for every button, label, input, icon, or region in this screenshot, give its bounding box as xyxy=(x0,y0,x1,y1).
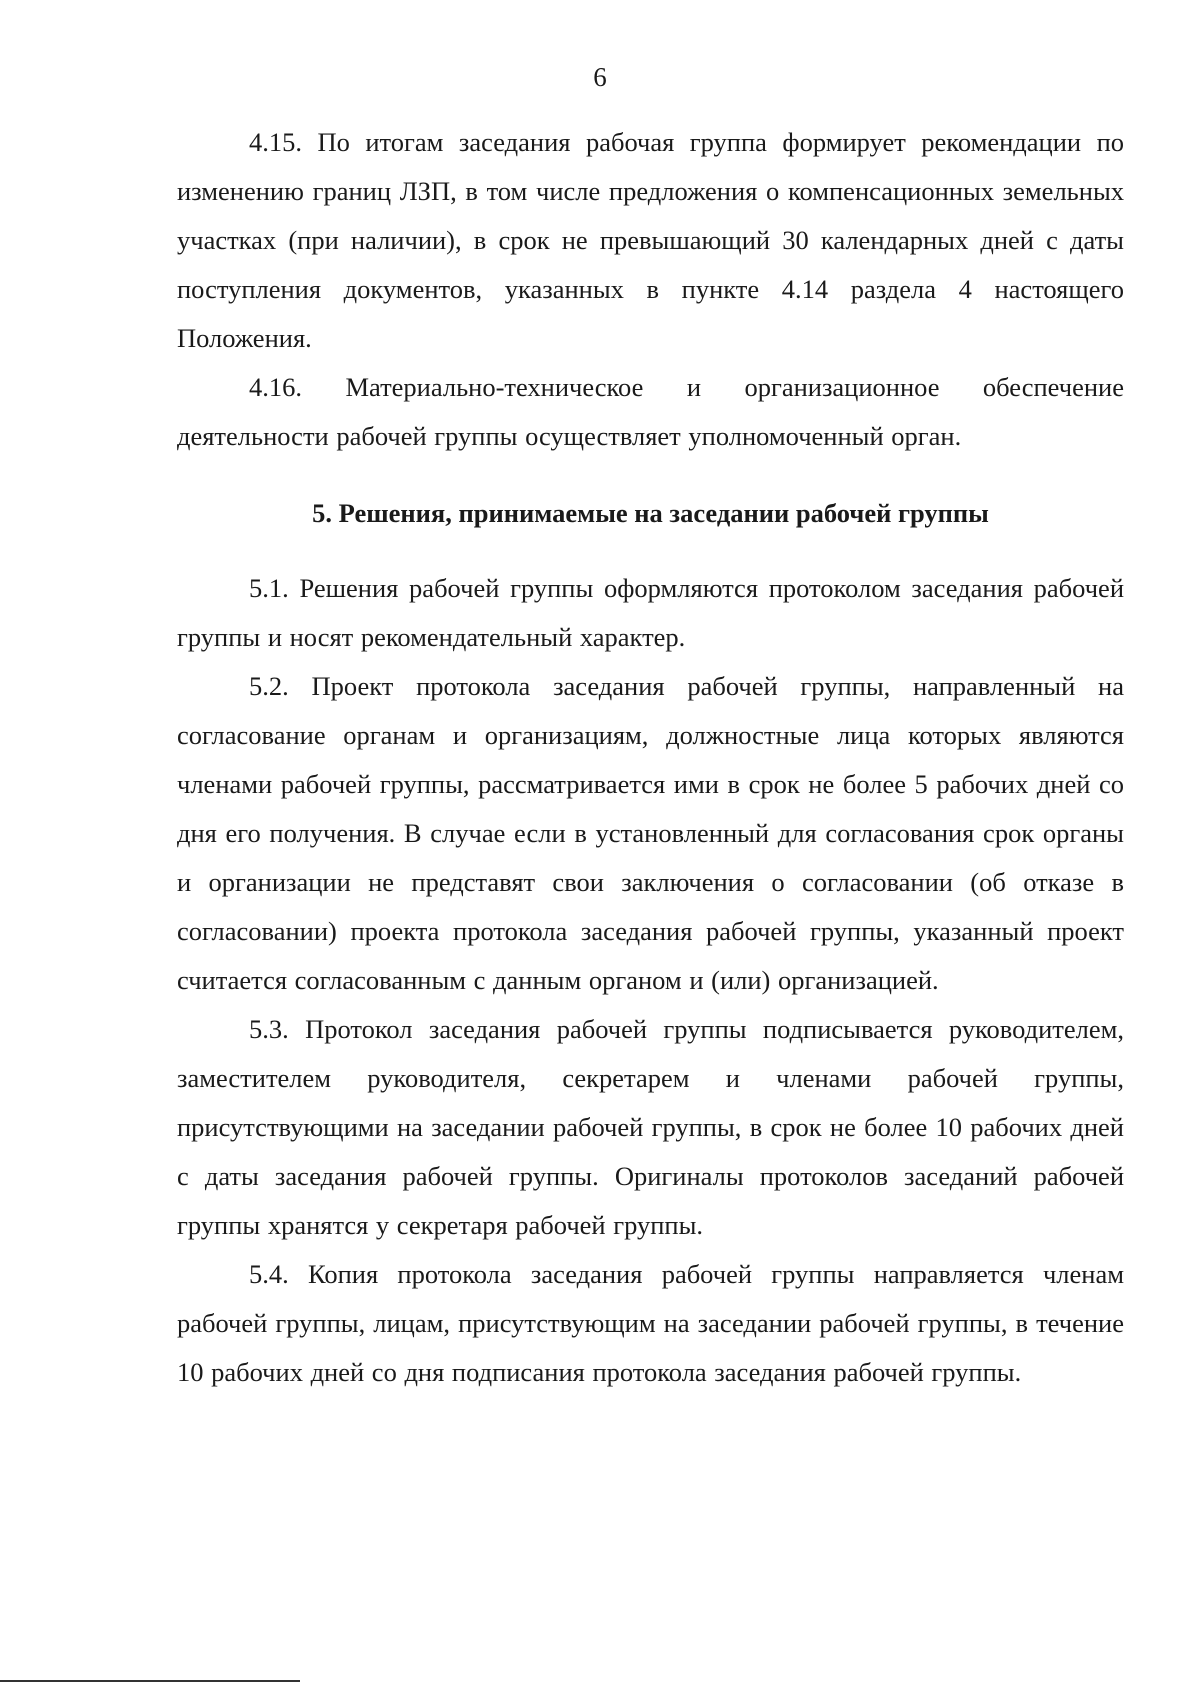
paragraph-5-2: 5.2. Проект протокола заседания рабочей группы, направленный на согласование органам и организациям, должностные лица которых являются членами рабочей группы, рассматривается ими в срок не более 5 рабочих дней со дня его получения. В случае если в установленный для согласования срок органы и организации не представят свои заключения о согласовании (об отказе в согласовании) проекта протокола заседания рабочей группы, указанный проект считается согласованным с данным органом и (или) организацией. xyxy=(177,671,1124,995)
paragraph-4-16: 4.16. Материально-техническое и организационное обеспечение деятельности рабочей группы осуществляет уполномоченный орган. xyxy=(177,372,1124,451)
paragraph-5-3: 5.3. Протокол заседания рабочей группы подписывается руководителем, заместителем руководителя, секретарем и членами рабочей группы, присутствующими на заседании рабочей группы, в срок не более 10 рабочих дней с даты заседания рабочей группы. Оригиналы протоколов заседаний рабочей группы хранятся у секретаря рабочей группы. xyxy=(177,1014,1124,1240)
paragraph-5-4: 5.4. Копия протокола заседания рабочей группы направляется членам рабочей группы, лицам, присутствующим на заседании рабочей группы, в течение 10 рабочих дней со дня подписания протокола заседания рабочей группы. xyxy=(177,1259,1124,1387)
footnote-divider xyxy=(0,1680,300,1682)
page-number: 6 xyxy=(593,62,607,92)
section-heading-5: 5. Решения, принимаемые на заседании рабочей группы xyxy=(312,498,989,528)
document-body xyxy=(177,118,1124,1397)
paragraph-4-15: 4.15. По итогам заседания рабочая группа формирует рекомендации по изменению границ ЛЗП, в том числе предложения о компенсационных земельных участках (при наличии), в срок не превышающий 30 календарных дней с даты поступления документов, указанных в пункте 4.14 раздела 4 настоящего Положения. xyxy=(177,127,1124,353)
paragraph-5-1: 5.1. Решения рабочей группы оформляются протоколом заседания рабочей группы и носят рекомендательный характер. xyxy=(177,573,1124,652)
